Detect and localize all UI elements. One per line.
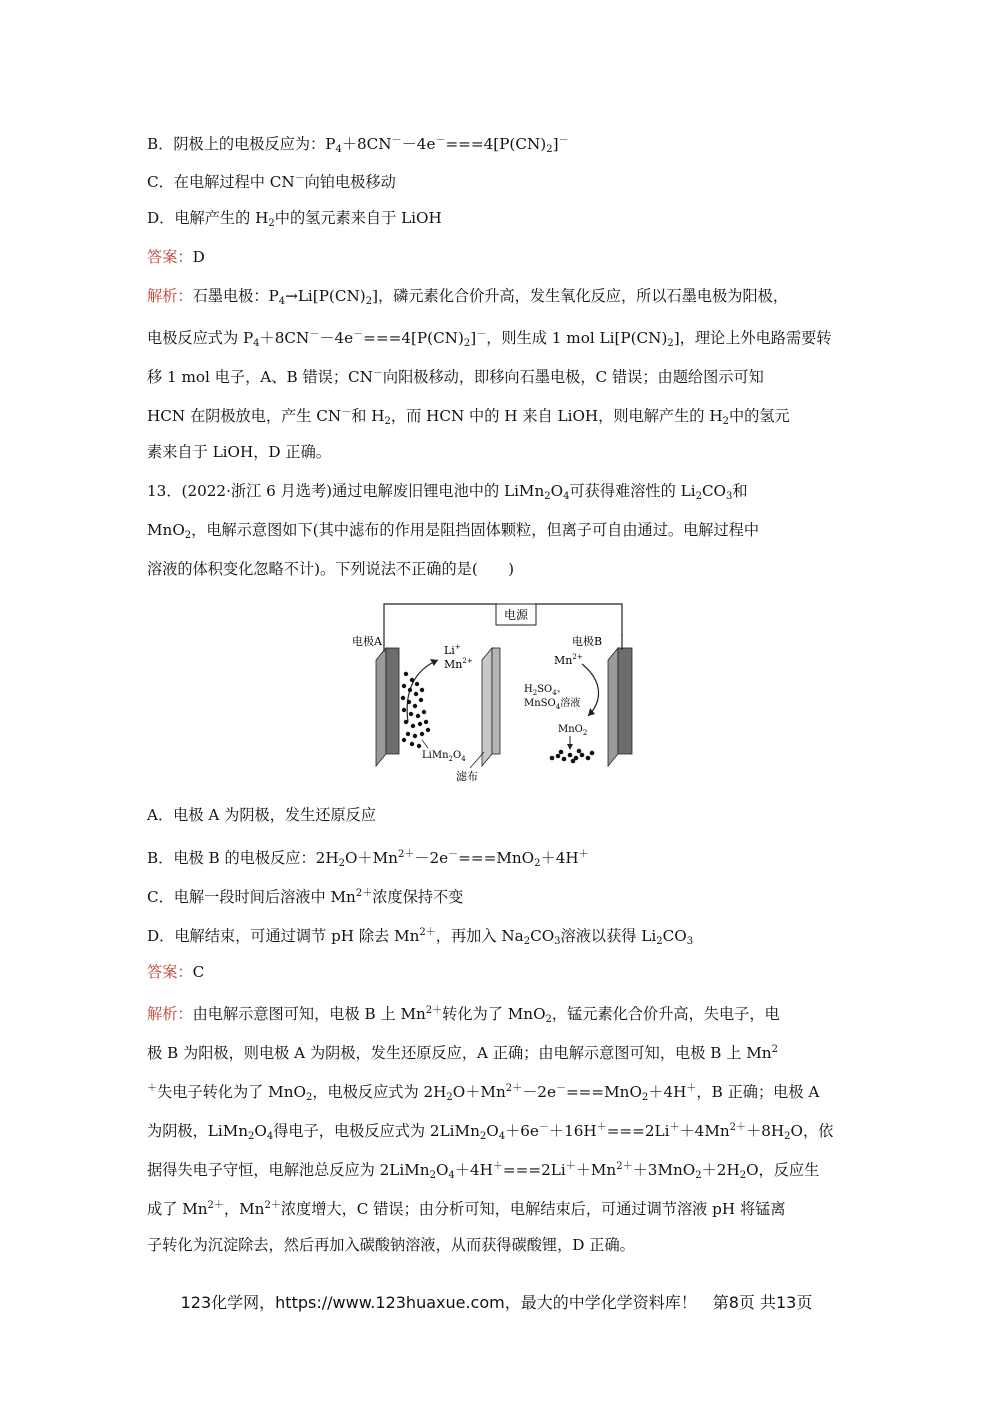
electrode-a-label: 电极A [352,635,382,648]
q13-analysis-line-5: 据得失电子守恒，电解池总反应为 $2LiMn_2O_4+4H^+===2Li^++Mn^{2+}+3MnO_2+2H_2O$，反应生 [147,1161,820,1181]
q13-stem-line-2: MnO$_2$，电解示意图如下(其中滤布的作用是阻挡固体颗粒，但离子可自由通过。电解过程中 [147,521,760,541]
mno2-arrow-head [567,744,573,750]
electrode-b-label: 电极B [572,635,603,648]
q12-analysis-line-3: 移 1 mol 电子，A、B 错误；CN－向阳极移动，即移向石墨电极，C 错误；由题给图示可知 [147,368,764,386]
q13-answer: 答案：C [147,963,205,981]
q13-analysis-line-1: 解析：由电解示意图可知，电极 B 上 $Mn^{2+}$转化为了 MnO$_2$，锰元素化合价升高，失电子，电 [147,1005,780,1025]
q13-stem-line-1: 13．(2022·浙江 6 月选考)通过电解废旧锂电池中的 $LiMn_2O_4$可获得难溶性的 $Li_2CO_3$和 [147,482,748,502]
q13-option-d: D．电解结束，可通过调节 pH 除去 $Mn^{2+}$，再加入 $Na_2CO_3$溶液以获得 $Li_2CO_3$ [147,927,694,947]
q12-analysis-line-1: 解析：石墨电极：$P_4\to Li[P(CN)_2]$，磷元素化合价升高，发生氧化反应，所以石墨电极为阳极， [147,287,789,307]
mno2-label: MnO$_2$ [558,724,588,737]
electrolysis-diagram [346,602,646,787]
q12-analysis-line-5: 素来自于 LiOH，D 正确。 [147,443,331,461]
q12-analysis-line-4: HCN 在阴极放电，产生 CN－和 $H_2$，而 HCN 中的 H 来自 LiOH，则电解产生的 $H_2$中的氢元 [147,407,790,427]
q12-analysis-line-2: 电极反应式为 $P_4+8CN^--4e^-===4[P(CN)_2]^-$，则生成 1 mol $Li[P(CN)_2]$，理论上外电路需要转 [147,329,832,349]
answer-label: 答案： [147,248,193,266]
q12-option-c: C．在电解过程中 CN－向铂电极移动 [147,173,396,191]
mno2-particles [550,749,595,764]
analysis-label: 解析： [147,1005,193,1023]
q13-stem-line-3: 溶液的体积变化忽略不计)。下列说法不正确的是( ) [147,560,515,578]
q13-analysis-line-7: 子转化为沉淀除去，然后再加入碳酸钠溶液，从而获得碳酸锂，D 正确。 [147,1236,635,1254]
q13-option-c: C．电解一段时间后溶液中 $Mn^{2+}$浓度保持不变 [147,888,464,906]
q12-option-b: B．阴极上的电极反应为：$P_4+8CN^--4e^-===4[P(CN)_2]^-$ [147,135,569,155]
mn-ion-label-a: $Mn^{2+}$ [444,657,473,671]
solution-label-2: MnSO$_4$溶液 [524,698,581,711]
ion-arrow-b [582,664,599,716]
q13-option-b: B．电极 B 的电极反应：$2H_2O+Mn^{2+}-2e^-===MnO_2+4H^+$ [147,849,589,869]
wire-left [384,604,498,634]
analysis-label: 解析： [147,287,193,305]
q13-analysis-line-3: ＋失电子转化为了 MnO$_2$，电极反应式为 $2H_2O+Mn^{2+}-2e^-===MnO_2+4H^+$，B 正确；电极 A [147,1083,820,1103]
wire-right [534,604,622,636]
mn-ion-label-b: $Mn^{2+}$ [554,653,583,667]
electrode-a-side [376,648,386,766]
q12-answer: 答案：D [147,248,205,266]
q13-analysis-line-2: 极 B 为阳极，则电极 A 为阴极，发生还原反应，A 正确；由电解示意图可知，电极 B 上 Mn$^2$ [147,1044,778,1062]
q12-option-d: D．电解产生的 $H_2$中的氢元素来自于 LiOH [147,209,442,229]
answer-label: 答案： [147,963,193,981]
solution-label-1: $H_2SO_4$、 [524,684,567,697]
limn2o4-leader [422,740,428,748]
filter-cloth-side [482,648,492,766]
electrode-b [618,648,632,754]
q13-analysis-line-4: 为阴极，$LiMn_2O_4$得电子，电极反应式为 $2LiMn_2O_4+6e^-+16H^+===2Li^++4Mn^{2+}+8H_2O$，依 [147,1122,834,1142]
limn2o4-particles [401,672,430,748]
q13-analysis-line-6: 成了 $Mn^{2+}$，$Mn^{2+}$浓度增大，C 错误；由分析可知，电解结束后，可通过调节溶液 pH 将锰离 [147,1200,786,1218]
electrode-a [386,648,399,754]
ion-arrow-a-head [430,659,438,666]
q13-option-a: A．电极 A 为阴极，发生还原反应 [147,806,377,824]
li-ion-label: Li+ [444,643,461,657]
filter-label: 滤布 [456,770,478,783]
electrode-b-side [608,648,618,766]
page-footer: 123化学网，https://www.123huaxue.com，最大的中学化学资料库！ 第8页 共13页 [180,1293,813,1312]
power-source-label: 电源 [503,608,529,622]
limn2o4-label: $LiMn_2O_4$ [422,750,466,763]
filter-cloth [492,648,500,754]
